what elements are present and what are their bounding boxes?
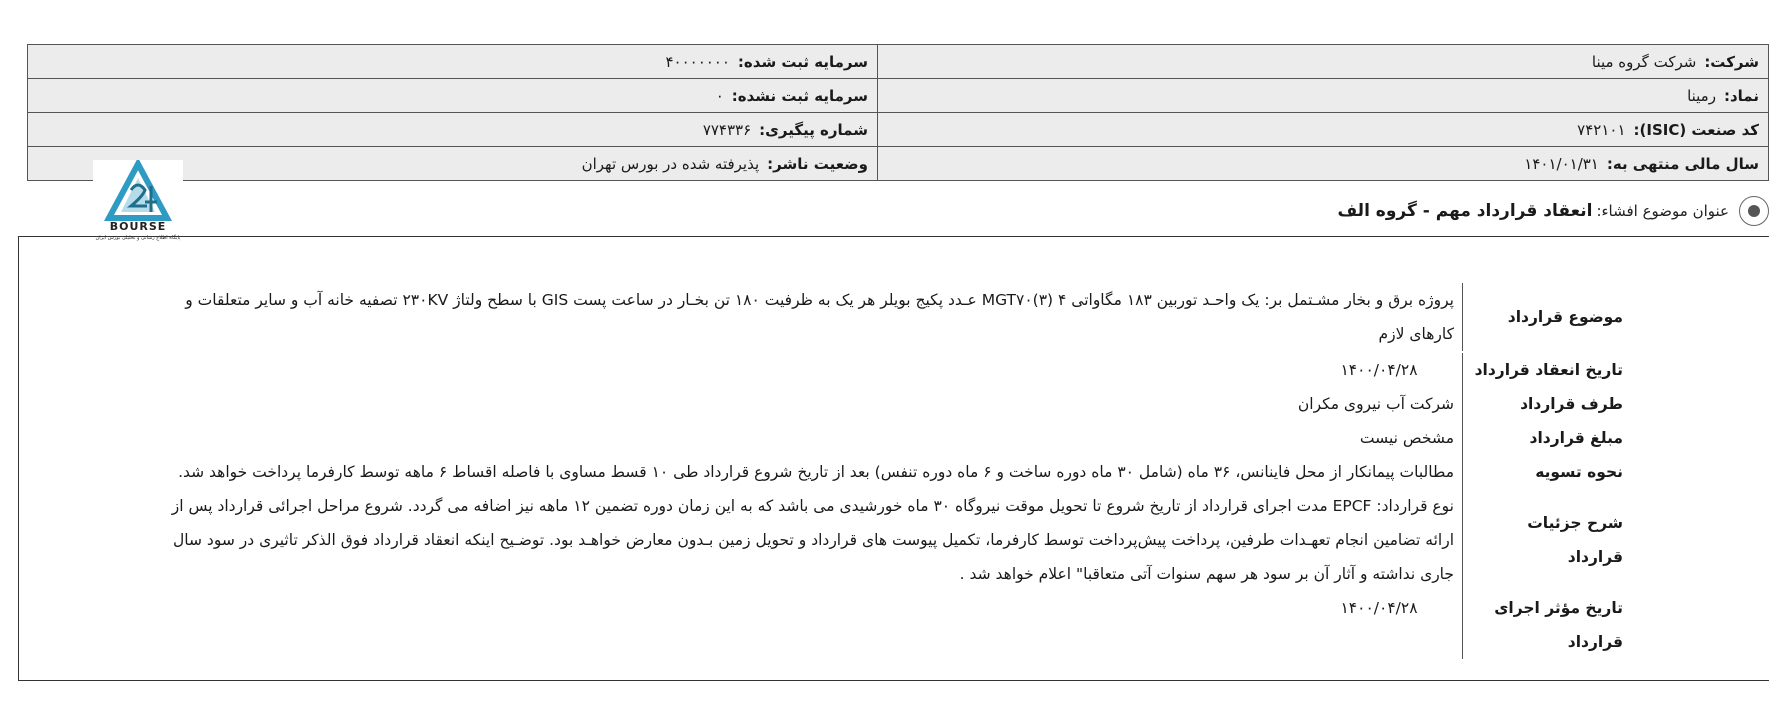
company-info-table xyxy=(27,44,1769,181)
info-row xyxy=(28,45,1769,79)
detail-value: ۱۴۰۰/۰۴/۲۸ xyxy=(1304,591,1463,659)
unregistered-capital-cell xyxy=(28,79,878,113)
tracking-label: شماره پیگیری: xyxy=(759,120,868,139)
detail-key: شرح جزئیات قرارداد xyxy=(1527,514,1623,566)
unregistered-capital-label: سرمایه ثبت نشده: xyxy=(731,86,868,105)
fiscal-cell xyxy=(878,147,1769,181)
bourse-logo-icon xyxy=(93,160,183,222)
detail-row xyxy=(153,283,1623,351)
subject-value: انعقاد قرارداد مهم - گروه الف xyxy=(1337,201,1593,221)
detail-key: نحوه تسویه xyxy=(1535,463,1623,481)
tracking-cell xyxy=(28,113,878,147)
isic-cell xyxy=(878,113,1769,147)
logo-subtitle: پایگاه اطلاع رسانی و تحلیلی بورس ایران xyxy=(95,235,181,241)
info-row xyxy=(28,79,1769,113)
company-label: شرکت: xyxy=(1704,52,1759,71)
isic-value: ۷۴۲۱۰۱ xyxy=(1577,120,1626,139)
status-label: وضعیت ناشر: xyxy=(767,154,868,173)
detail-row xyxy=(153,455,1623,489)
detail-key: موضوع قرارداد xyxy=(1507,308,1623,326)
bullet-icon xyxy=(1739,196,1769,226)
registered-capital-cell xyxy=(28,45,878,79)
registered-capital-label: سرمایه ثبت شده: xyxy=(737,52,868,71)
detail-value: مشخص نیست xyxy=(153,421,1463,455)
company-cell xyxy=(878,45,1769,79)
detail-row xyxy=(153,387,1623,421)
bourse-logo xyxy=(93,160,183,242)
detail-value: نوع قرارداد: EPCF مدت اجرای قرارداد از تاریخ شروع تا تحویل موقت نیروگاه ۳۰ ماه خورشیدی می باشد که به این زمان دوره تضمین ۱۲ ماهه نیز اضافه می گردد. شروع مراحل اجرائی قرارداد پس از ارائه تضامین انجام تعهـدات طرفین، پرداخت پیش‌پرداخت توسط کارفرما، تکمیل پیوست های قرارداد و تحویل زمین بـدون معارض خواهـد بود. توضـیح اینکه انعقاد قرارداد فوق الذکر تاثیری در سود سال جاری نداشته و آثار آن بر سود هر سهم سنوات آتی متعاقبا" اعلام خواهد شد . xyxy=(153,489,1463,591)
status-value: پذیرفته شده در بورس تهران xyxy=(581,154,760,173)
detail-key: مبلغ قرارداد xyxy=(1529,429,1623,447)
detail-row xyxy=(153,489,1623,591)
contract-details xyxy=(153,283,1623,659)
detail-value: ۱۴۰۰/۰۴/۲۸ xyxy=(1304,353,1463,387)
detail-row xyxy=(153,421,1623,455)
detail-key: تاریخ انعقاد قرارداد xyxy=(1474,361,1623,379)
detail-row xyxy=(153,591,1623,659)
detail-key: تاریخ مؤثر اجرای قرارداد xyxy=(1494,599,1623,651)
unregistered-capital-value: ۰ xyxy=(715,86,724,105)
detail-key: طرف قرارداد xyxy=(1520,395,1623,413)
symbol-label: نماد: xyxy=(1723,86,1759,105)
detail-row xyxy=(153,353,1623,387)
registered-capital-value: ۴۰۰۰۰۰۰۰ xyxy=(665,52,730,71)
symbol-value: رمینا xyxy=(1687,86,1716,105)
fiscal-label: سال مالی منتهی به: xyxy=(1606,154,1759,173)
tracking-value: ۷۷۴۳۳۶ xyxy=(702,120,752,139)
detail-value: شرکت آب نیروی مکران xyxy=(153,387,1463,421)
logo-wordmark: BOURSE xyxy=(109,220,167,233)
subject-label: عنوان موضوع افشاء: xyxy=(1596,202,1729,220)
company-value: شرکت گروه مینا xyxy=(1591,52,1697,71)
isic-label: کد صنعت (ISIC): xyxy=(1633,120,1759,139)
detail-value: مطالبات پیمانکار از محل فاینانس، ۳۶ ماه (شامل ۳۰ ماه دوره ساخت و ۶ ماه دوره تنفس) بعد از تاریخ شروع قرارداد طی ۱۰ قسط مساوی با فاصله اقساط ۶ ماهه توسط کارفرما پرداخت خواهد شد. xyxy=(153,455,1463,489)
disclosure-subject xyxy=(1337,196,1769,226)
symbol-cell xyxy=(878,79,1769,113)
info-row xyxy=(28,113,1769,147)
info-row xyxy=(28,147,1769,181)
detail-value: پروژه برق و بخار مشـتمل بر: یک واحـد توربین ۱۸۳ مگاواتی ۴ (۳)MGT۷۰ عـدد پکیج بویلر هر یک به ظرفیت ۱۸۰ تن بخـار در ساعت پست GIS با سطح ولتاژ ۲۳۰KV تصفیه خانه آب و سایر متعلقات و کارهای لازم xyxy=(153,283,1463,351)
fiscal-value: ۱۴۰۱/۰۱/۳۱ xyxy=(1524,154,1599,173)
